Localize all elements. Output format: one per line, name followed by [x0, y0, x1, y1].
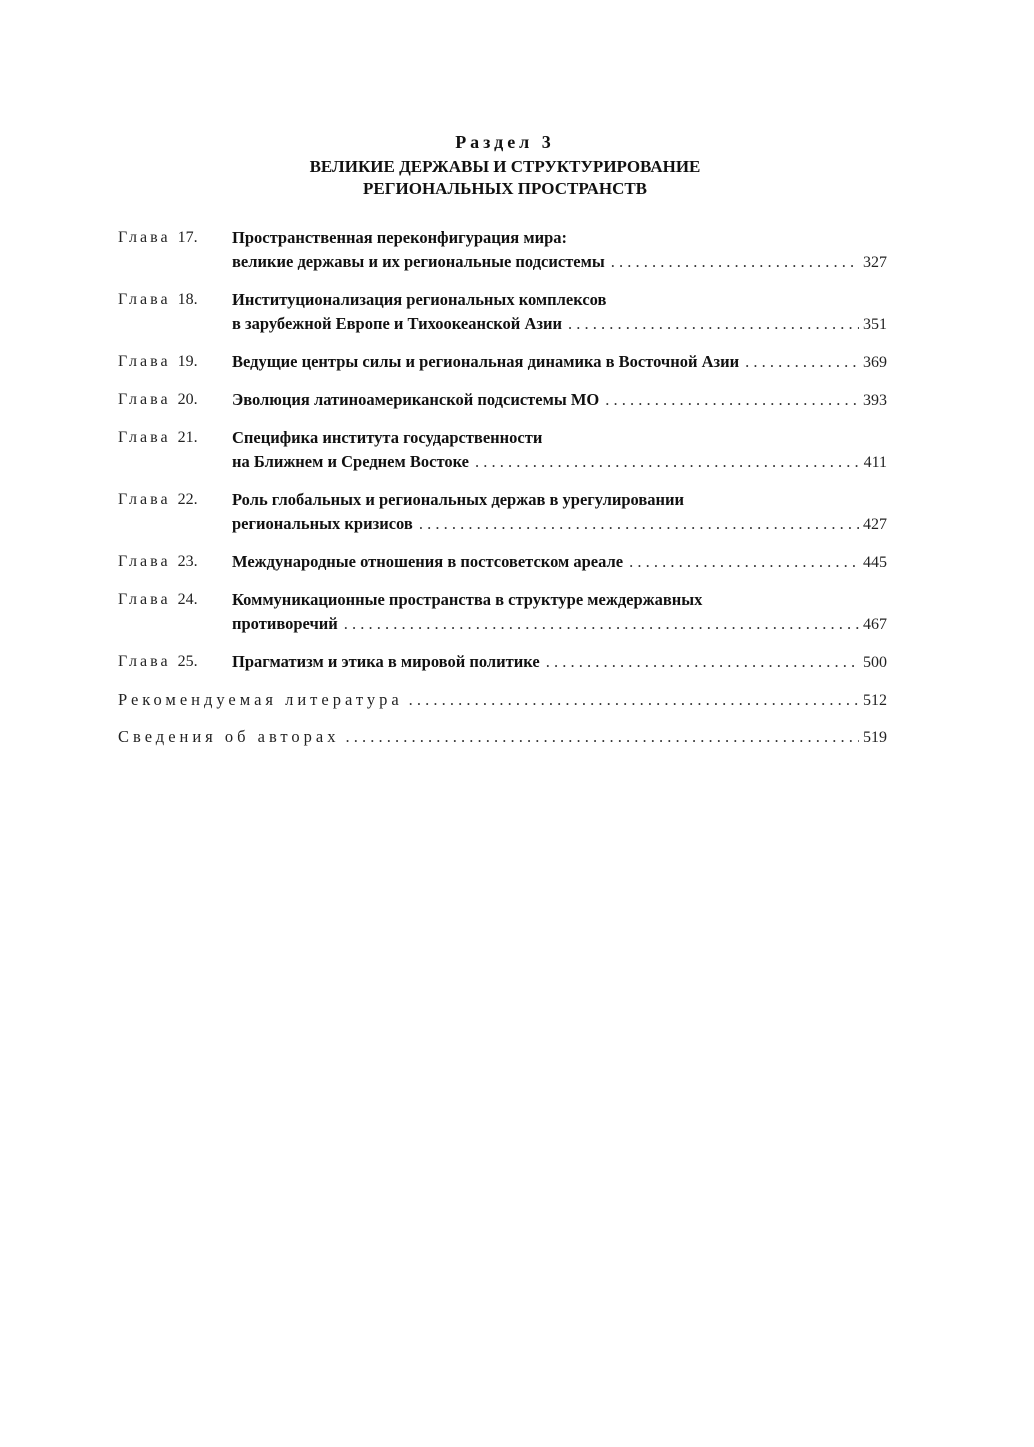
page-number: 411 — [863, 454, 887, 471]
chapter-label: Глава 17. — [118, 229, 198, 246]
page-number: 393 — [863, 392, 887, 409]
chapter-label: Глава 19. — [118, 353, 198, 370]
chapter-title-line1: Коммуникационные пространства в структуре междержавных — [232, 590, 703, 609]
table-of-contents — [118, 226, 887, 762]
toc-entry-chapter-23[interactable] — [118, 550, 887, 575]
toc-entry-chapter-20[interactable] — [118, 388, 887, 413]
toc-entry-chapter-25[interactable] — [118, 650, 887, 675]
chapter-label: Глава 25. — [118, 653, 198, 670]
dot-leader — [605, 388, 859, 412]
page-number: 467 — [863, 616, 887, 633]
chapter-title-line1: Роль глобальных и региональных держав в урегулировании — [232, 490, 685, 509]
chapter-title-line1: Институционализация региональных комплексов — [232, 290, 607, 309]
dot-leader — [409, 688, 859, 712]
section-title: ВЕЛИКИЕ ДЕРЖАВЫ И СТРУКТУРИРОВАНИЕ РЕГИОНАЛЬНЫХ ПРОСТРАНСТВ — [309, 157, 701, 198]
dot-leader — [568, 312, 859, 336]
chapter-title-line1: Специфика института государственности — [232, 428, 543, 447]
chapter-title: Ведущие центры силы и региональная динамика в Восточной Азии — [232, 352, 740, 371]
dot-leader — [344, 612, 859, 636]
section-heading — [0, 130, 1010, 200]
chapter-title-line1: Пространственная переконфигурация мира: — [232, 228, 568, 247]
chapter-title-line2: великие державы и их региональные подсистемы — [232, 252, 605, 271]
toc-entry-chapter-22[interactable] — [118, 488, 887, 537]
chapter-title: Международные отношения в постсоветском ареале — [232, 552, 624, 571]
dot-leader — [419, 512, 859, 536]
chapter-label: Глава 20. — [118, 391, 198, 408]
dot-leader — [345, 725, 859, 749]
back-matter-title: Рекомендуемая литература — [118, 690, 403, 709]
chapter-title: Прагматизм и этика в мировой политике — [232, 652, 540, 671]
back-matter-title: Сведения об авторах — [118, 727, 340, 746]
toc-entry-chapter-19[interactable] — [118, 350, 887, 375]
dot-leader — [475, 450, 860, 474]
toc-entry-chapter-24[interactable] — [118, 588, 887, 637]
chapter-label: Глава 22. — [118, 491, 198, 508]
dot-leader — [546, 650, 859, 674]
page-number: 500 — [863, 654, 887, 671]
toc-entry-about-authors[interactable] — [118, 725, 887, 750]
page-number: 327 — [863, 254, 887, 271]
dot-leader — [629, 550, 859, 574]
chapter-label: Глава 23. — [118, 553, 198, 570]
chapter-title: Эволюция латиноамериканской подсистемы МО — [232, 390, 600, 409]
dot-leader — [745, 350, 859, 374]
page-number: 445 — [863, 554, 887, 571]
chapter-label: Глава 21. — [118, 429, 198, 446]
page-number: 369 — [863, 354, 887, 371]
chapter-title-line2: в зарубежной Европе и Тихоокеанской Азии — [232, 314, 562, 333]
section-label: Раздел 3 — [455, 132, 555, 152]
chapter-title-line2: противоречий — [232, 614, 338, 633]
toc-entry-chapter-17[interactable] — [118, 226, 887, 275]
dot-leader — [611, 250, 859, 274]
chapter-title-line2: на Ближнем и Среднем Востоке — [232, 452, 470, 471]
chapter-title-line2: региональных кризисов — [232, 514, 413, 533]
page-number: 351 — [863, 316, 887, 333]
toc-entry-chapter-21[interactable] — [118, 426, 887, 475]
chapter-label: Глава 24. — [118, 591, 198, 608]
chapter-label: Глава 18. — [118, 291, 198, 308]
page-number: 519 — [863, 729, 887, 746]
toc-entry-recommended-literature[interactable] — [118, 688, 887, 713]
page-number: 512 — [863, 692, 887, 709]
toc-entry-chapter-18[interactable] — [118, 288, 887, 337]
page-number: 427 — [863, 516, 887, 533]
